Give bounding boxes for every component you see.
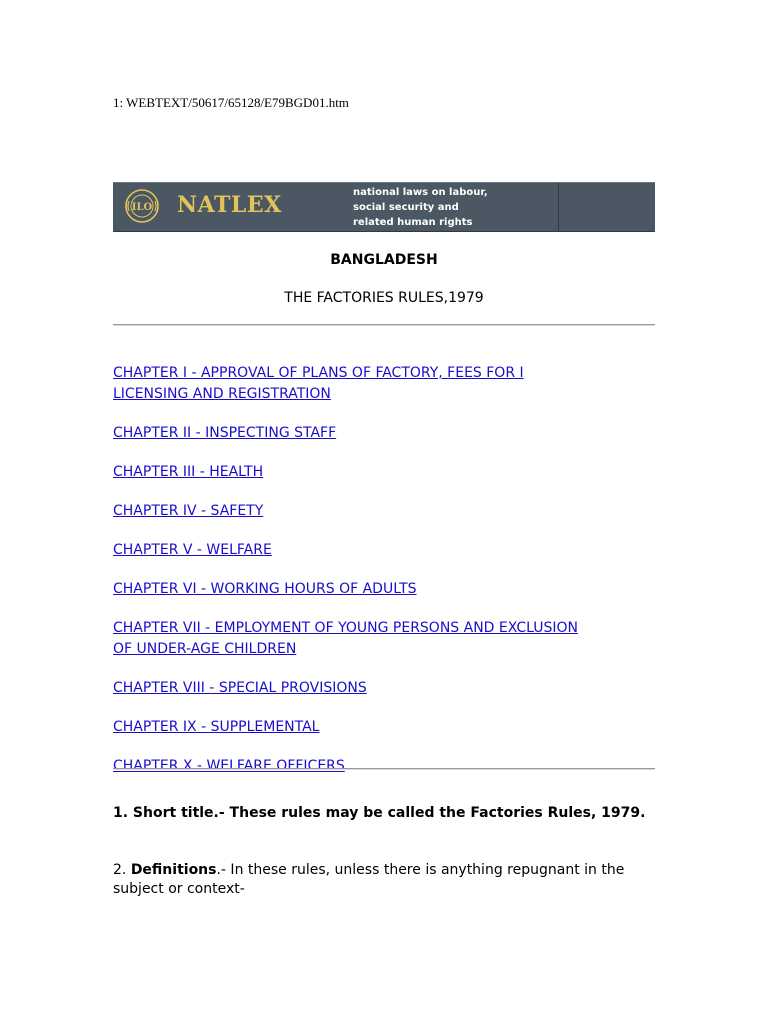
toc-item (113, 362, 655, 404)
toc-link-chapter-9[interactable]: CHAPTER IX - SUPPLEMENTAL (113, 719, 320, 735)
toc-item (113, 461, 655, 482)
toc-link-line: LICENSING AND REGISTRATION (113, 386, 331, 402)
toc-item (113, 422, 655, 443)
svg-text:ILO: ILO (131, 202, 153, 213)
toc-item (113, 677, 655, 698)
toc-link-chapter-5[interactable]: CHAPTER V - WELFARE (113, 542, 272, 558)
toc-link-chapter-8[interactable]: CHAPTER VIII - SPECIAL PROVISIONS (113, 680, 367, 696)
table-of-contents (113, 362, 655, 776)
toc-link-line: CHAPTER I - APPROVAL OF PLANS OF FACTORY, FEES FOR I (113, 365, 524, 381)
horizontal-rule (113, 324, 655, 326)
url-line: 1: WEBTEXT/50617/65128/E79BGD01.htm (113, 95, 349, 110)
section-heading: Definitions (130, 862, 217, 878)
toc-link-chapter-1[interactable] (113, 365, 524, 402)
natlex-banner (113, 182, 655, 232)
tagline-line: related human rights (353, 217, 473, 228)
section-number: 2. (113, 862, 131, 878)
toc-link-line: CHAPTER VII - EMPLOYMENT OF YOUNG PERSONS AND EXCLUSION (113, 620, 578, 636)
toc-link-chapter-3[interactable]: CHAPTER III - HEALTH (113, 464, 264, 480)
toc-item (113, 755, 655, 776)
toc-item (113, 500, 655, 521)
toc-link-chapter-2[interactable]: CHAPTER II - INSPECTING STAFF (113, 425, 337, 441)
toc-item (113, 617, 655, 659)
banner-divider (558, 183, 559, 231)
toc-link-chapter-10[interactable]: CHAPTER X - WELFARE OFFICERS (113, 758, 345, 774)
banner-tagline (353, 185, 488, 230)
country-heading: BANGLADESH (330, 252, 438, 268)
toc-link-chapter-7[interactable] (113, 620, 578, 657)
section-1-short-title: 1. Short title.- These rules may be called the Factories Rules, 1979. (113, 805, 646, 821)
horizontal-rule (113, 768, 655, 770)
ilo-seal-icon (125, 189, 159, 223)
tagline-line: national laws on labour, (353, 187, 488, 198)
toc-link-chapter-4[interactable]: CHAPTER IV - SAFETY (113, 503, 264, 519)
toc-link-chapter-6[interactable]: CHAPTER VI - WORKING HOURS OF ADULTS (113, 581, 417, 597)
section-2-definitions (113, 861, 655, 899)
natlex-logo-text: NATLEX (177, 192, 282, 218)
tagline-line: social security and (353, 202, 459, 213)
toc-item (113, 539, 655, 560)
toc-item (113, 716, 655, 737)
document-title: THE FACTORIES RULES,1979 (284, 290, 484, 306)
toc-link-line: OF UNDER-AGE CHILDREN (113, 641, 297, 657)
section-text: .- In these rules, unless there is anything repugnant in the subject or context- (113, 862, 625, 897)
toc-item (113, 578, 655, 599)
